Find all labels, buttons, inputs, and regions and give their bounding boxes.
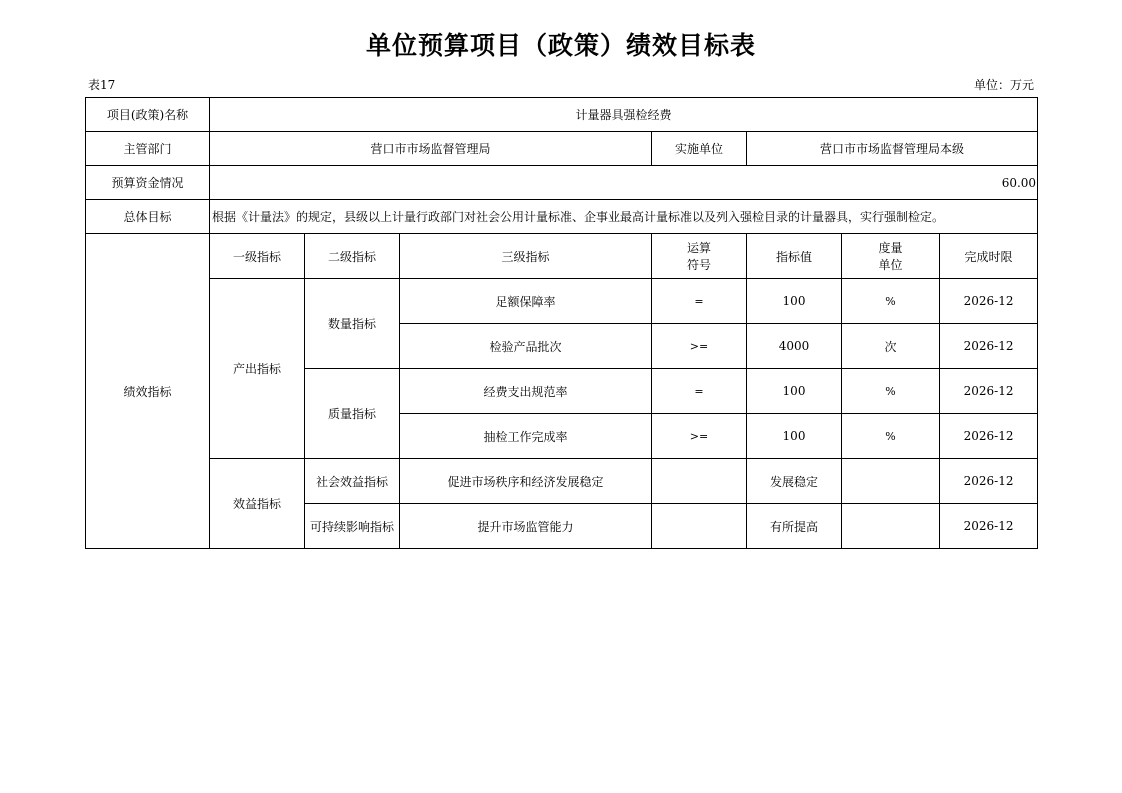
project-value: 计量器具强检经费 xyxy=(210,98,1038,132)
row-l3: 抽检工作完成率 xyxy=(400,414,652,459)
row-op: >= xyxy=(652,414,747,459)
row-deadline: 2026-12 xyxy=(940,504,1038,549)
header-op xyxy=(652,234,747,279)
performance-table xyxy=(85,97,1038,549)
row-op xyxy=(652,459,747,504)
dept-label: 主管部门 xyxy=(86,132,210,166)
row-unit: % xyxy=(842,414,940,459)
row-l3: 足额保障率 xyxy=(400,279,652,324)
group-social: 社会效益指标 xyxy=(305,459,400,504)
impl-value: 营口市市场监督管理局本级 xyxy=(747,132,1038,166)
goal-label: 总体目标 xyxy=(86,200,210,234)
impl-label: 实施单位 xyxy=(652,132,747,166)
project-row xyxy=(86,98,1038,132)
row-value: 4000 xyxy=(747,324,842,369)
row-deadline: 2026-12 xyxy=(940,324,1038,369)
perf-label: 绩效指标 xyxy=(86,234,210,549)
row-op: = xyxy=(652,369,747,414)
row-l3: 促进市场秩序和经济发展稳定 xyxy=(400,459,652,504)
goal-row xyxy=(86,200,1038,234)
row-op xyxy=(652,504,747,549)
group-quantity: 数量指标 xyxy=(305,279,400,369)
row-unit xyxy=(842,459,940,504)
perf-header-row xyxy=(86,234,1038,279)
header-deadline: 完成时限 xyxy=(940,234,1038,279)
row-deadline: 2026-12 xyxy=(940,279,1038,324)
budget-label: 预算资金情况 xyxy=(86,166,210,200)
table-number: 表17 xyxy=(88,78,116,92)
row-value: 有所提高 xyxy=(747,504,842,549)
header-value: 指标值 xyxy=(747,234,842,279)
table-row xyxy=(86,459,1038,504)
header-l2: 二级指标 xyxy=(305,234,400,279)
header-l3: 三级指标 xyxy=(400,234,652,279)
row-unit: % xyxy=(842,369,940,414)
goal-value: 根据《计量法》的规定，县级以上计量行政部门对社会公用计量标准、企事业最高计量标准以及列入强检目录的计量器具，实行强制检定。 xyxy=(210,200,1038,234)
row-deadline: 2026-12 xyxy=(940,414,1038,459)
row-value: 100 xyxy=(747,279,842,324)
dept-value: 营口市市场监督管理局 xyxy=(210,132,652,166)
row-unit: % xyxy=(842,279,940,324)
row-value: 发展稳定 xyxy=(747,459,842,504)
budget-value: 60.00 xyxy=(210,166,1038,200)
row-deadline: 2026-12 xyxy=(940,459,1038,504)
row-l3: 检验产品批次 xyxy=(400,324,652,369)
project-label: 项目(政策)名称 xyxy=(86,98,210,132)
row-unit xyxy=(842,504,940,549)
row-value: 100 xyxy=(747,414,842,459)
header-unit-line1: 度量 xyxy=(878,241,903,255)
group-output: 产出指标 xyxy=(210,279,305,459)
row-op: = xyxy=(652,279,747,324)
page-title: 单位预算项目（政策）绩效目标表 xyxy=(365,31,756,60)
header-unit-line2: 单位 xyxy=(878,258,903,272)
header-l1: 一级指标 xyxy=(210,234,305,279)
header-op-line1: 运算 xyxy=(686,241,711,255)
row-l3: 经费支出规范率 xyxy=(400,369,652,414)
budget-row xyxy=(86,166,1038,200)
unit-label: 单位：万元 xyxy=(973,78,1034,92)
row-op: >= xyxy=(652,324,747,369)
header-op-line2: 符号 xyxy=(686,258,711,272)
dept-row xyxy=(86,132,1038,166)
row-value: 100 xyxy=(747,369,842,414)
row-unit: 次 xyxy=(842,324,940,369)
row-deadline: 2026-12 xyxy=(940,369,1038,414)
group-sustain: 可持续影响指标 xyxy=(305,504,400,549)
table-row xyxy=(86,279,1038,324)
header-unit xyxy=(842,234,940,279)
row-l3: 提升市场监管能力 xyxy=(400,504,652,549)
group-quality: 质量指标 xyxy=(305,369,400,459)
group-benefit: 效益指标 xyxy=(210,459,305,549)
